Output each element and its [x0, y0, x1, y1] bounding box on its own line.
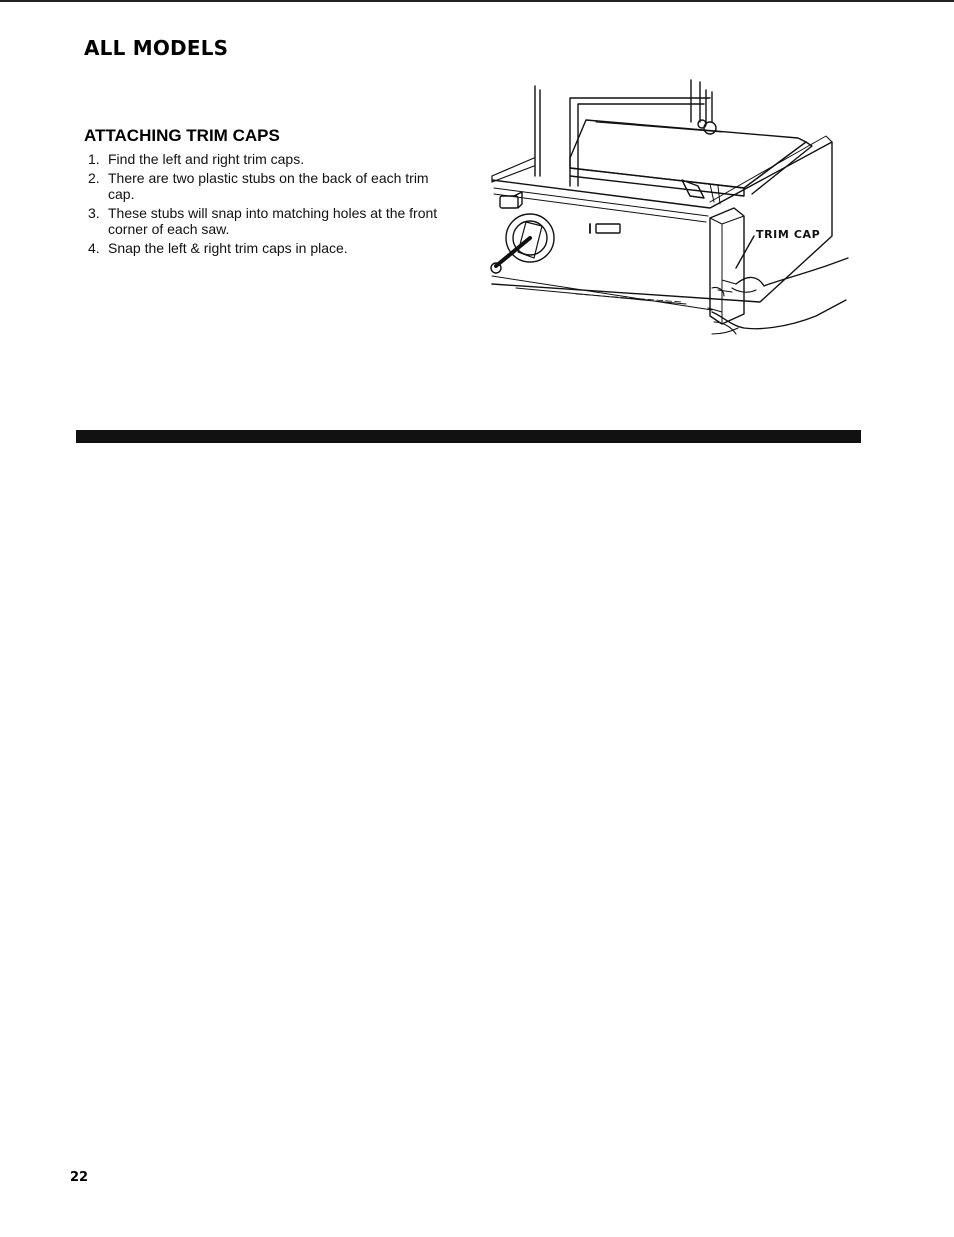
step-text: These stubs will snap into matching holes at the front corner of each saw.: [108, 205, 438, 237]
section-title: ALL MODELS: [84, 36, 229, 60]
blade-guide: [691, 80, 712, 124]
step-number: 2.: [88, 170, 100, 186]
step-number: 1.: [88, 151, 100, 167]
callout-leader: [736, 236, 754, 268]
upper-frame: [570, 98, 710, 186]
nameplate: [596, 224, 620, 233]
list-item: [88, 205, 456, 237]
list-item: [88, 240, 456, 256]
step-text: There are two plastic stubs on the back of each trim cap.: [108, 170, 429, 202]
list-item: [88, 151, 456, 167]
instruction-list: [88, 151, 456, 259]
trim-cap: [710, 208, 744, 324]
step-number: 3.: [88, 205, 100, 221]
step-text: Find the left and right trim caps.: [108, 151, 305, 167]
saw-column: [535, 86, 540, 176]
saw-cabinet: [492, 142, 832, 302]
trim-cap-illustration: [486, 76, 852, 344]
page-number: 22: [70, 1170, 89, 1185]
subsection-title: ATTACHING TRIM CAPS: [84, 126, 280, 145]
saw-table: [570, 120, 806, 188]
section-divider: [76, 430, 861, 443]
step-text: Snap the left & right trim caps in place.: [108, 240, 348, 256]
list-item: [88, 170, 456, 202]
top-rule: [0, 0, 954, 2]
callout-label: TRIM CAP: [756, 228, 821, 241]
step-number: 4.: [88, 240, 100, 256]
hand-lower: [712, 300, 846, 329]
switch-icon: [500, 196, 518, 208]
